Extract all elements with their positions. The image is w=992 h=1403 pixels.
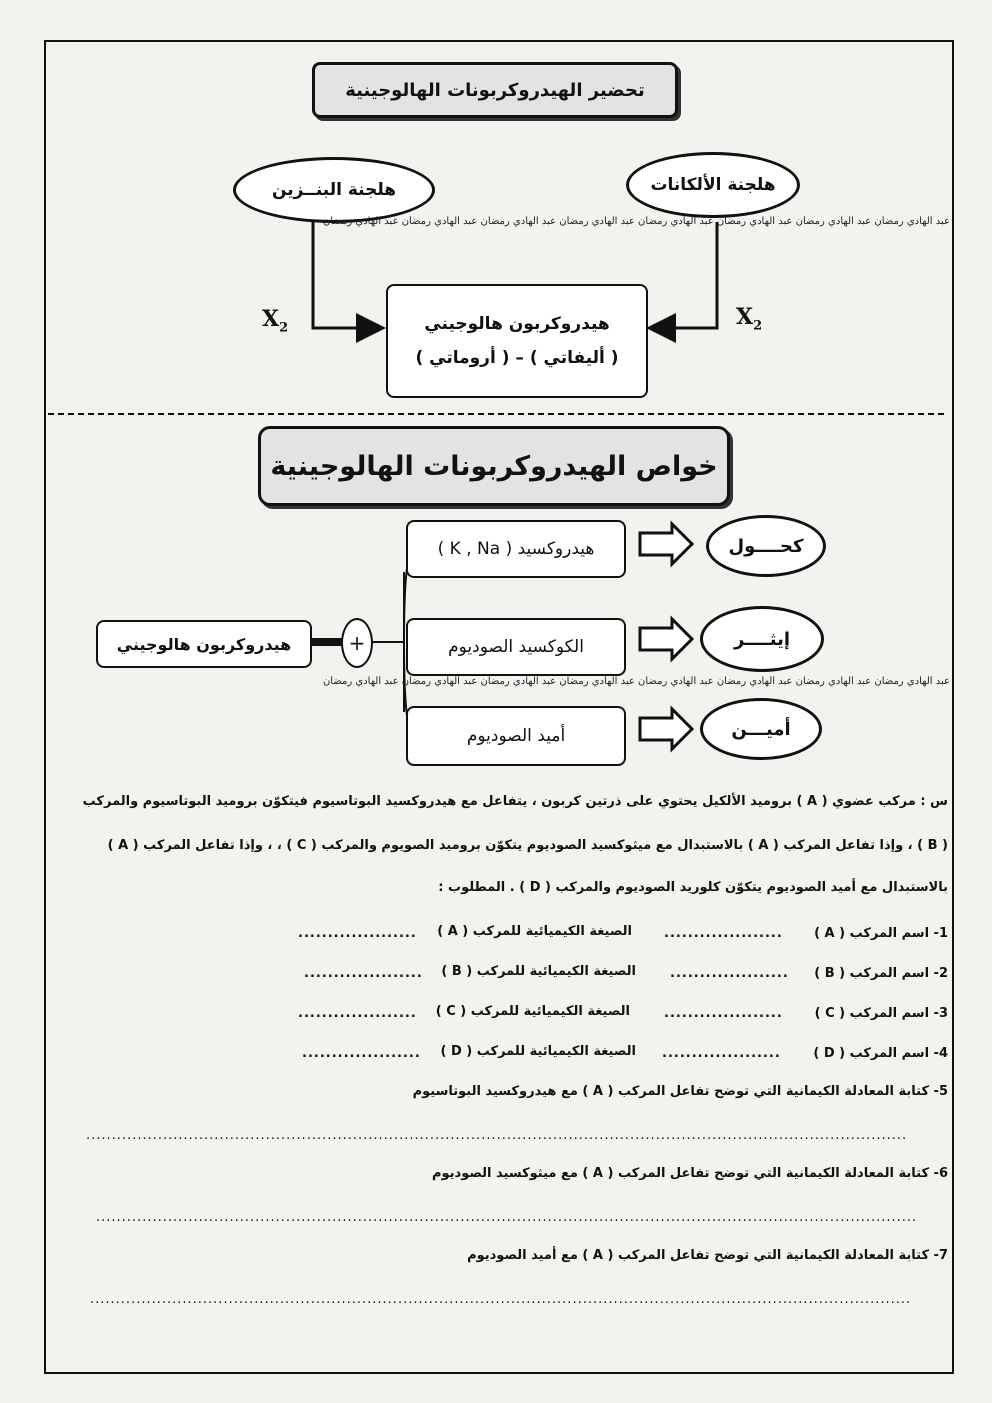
- equation-5-prompt: 5- كتابة المعادلة الكيمانية التي توضح تفاعل المركب ( A ) مع هيدروكسيد البوتاسيوم: [412, 1084, 948, 1099]
- product-amine-ellipse: أميـــن: [700, 698, 822, 760]
- reactant-box: هيدروكربون هالوجيني: [96, 620, 312, 668]
- section2-title: خواص الهيدروكربونات الهالوجينية: [258, 426, 730, 506]
- question-line-2: ( B ) ، وإذا تفاعل المركب ( A ) بالاستبدال مع ميثوكسيد الصوديوم يتكوّن بروميد الصويوم والمركب ( C ) ، ، وإذا تفاعل المركب ( A ): [107, 838, 948, 853]
- item-1-formula: الصيغة الكيميائية للمركب ( A ): [437, 924, 632, 939]
- item-1-name-answer[interactable]: ....................: [664, 926, 783, 941]
- reagent-x2-left: $X_2$: [262, 306, 289, 336]
- item-2-formula-answer[interactable]: ....................: [304, 966, 423, 981]
- reagent-alkoxide-box: الكوكسيد الصوديوم: [406, 618, 626, 676]
- item-4-name: 4- اسم المركب ( D ): [813, 1046, 948, 1061]
- plus-sign: +: [341, 618, 373, 668]
- reagent-x2-right: $X_2$: [736, 304, 763, 334]
- item-2-formula: الصيغة الكيميائية للمركب ( B ): [441, 964, 636, 979]
- question-line-3: بالاستبدال مع أميد الصوديوم يتكوّن كلوريد الصوديوم والمركب ( D ) . المطلوب :: [438, 880, 948, 895]
- equation-6-prompt: 6- كتابة المعادلة الكيمانية التي توضح تفاعل المركب ( A ) مع ميثوكسيد الصوديوم: [431, 1166, 948, 1181]
- reagent-hydroxide-box: هيدروكسيد ( K , Na ): [406, 520, 626, 578]
- benzene-halogenation-ellipse: هلجنة البنــزين: [233, 157, 435, 223]
- item-2-name-answer[interactable]: ....................: [670, 966, 789, 981]
- item-3-name: 3- اسم المركب ( C ): [814, 1006, 948, 1021]
- section1-title: تحضير الهيدروكربونات الهالوجينية: [312, 62, 678, 118]
- item-1-formula-answer[interactable]: ....................: [298, 926, 417, 941]
- equation-7-answer-line[interactable]: ................................................................................................................................................................: [90, 1292, 912, 1307]
- equation-7-prompt: 7- كتابة المعادلة الكيمانية التي توضح تفاعل المركب ( A ) مع أميد الصوديوم: [467, 1248, 948, 1263]
- alkane-halogenation-ellipse: هلجنة الألكانات: [626, 152, 800, 218]
- item-3-formula: الصيغة الكيميائية للمركب ( C ): [435, 1004, 630, 1019]
- item-3-name-answer[interactable]: ....................: [664, 1006, 783, 1021]
- equation-5-answer-line[interactable]: ................................................................................................................................................................: [86, 1128, 908, 1143]
- product-alcohol-ellipse: كحــــول: [706, 515, 826, 577]
- item-3-formula-answer[interactable]: ....................: [298, 1006, 417, 1021]
- equation-6-answer-line[interactable]: ................................................................................................................................................................: [96, 1210, 918, 1225]
- reagent-amide-box: أميد الصوديوم: [406, 706, 626, 766]
- watermark-line-2: عبد الهادي رمضان عبد الهادي رمضان عبد الهادي رمضان عبد الهادي رمضان عبد الهادي رمضان عبد الهادي رمضان عبد الهادي رمضان عبد الهادي رمضان: [322, 676, 950, 687]
- item-4-formula-answer[interactable]: ....................: [302, 1046, 421, 1061]
- question-line-1: س : مركب عضوي ( A ) بروميد الألكيل يحتوي على ذرتين كربون ، يتفاعل مع هيدروكسيد البوتاسيوم فيتكوّن بروميد البوتاسيوم والمركب: [82, 794, 948, 809]
- product-line-1: هيدروكربون هالوجيني: [424, 314, 610, 334]
- product-line-2: ( أليفاتي ) – ( أروماتي ): [415, 348, 619, 368]
- product-ether-ellipse: إيثــــر: [700, 606, 824, 672]
- halogenated-hydrocarbon-product-box: [386, 284, 648, 398]
- item-4-formula: الصيغة الكيميائية للمركب ( D ): [440, 1044, 636, 1059]
- item-4-name-answer[interactable]: ....................: [662, 1046, 781, 1061]
- item-1-name: 1- اسم المركب ( A ): [814, 926, 948, 941]
- watermark-line-1: عبد الهادي رمضان عبد الهادي رمضان عبد الهادي رمضان عبد الهادي رمضان عبد الهادي رمضان عبد الهادي رمضان عبد الهادي رمضان عبد الهادي رمضان: [322, 216, 950, 227]
- item-2-name: 2- اسم المركب ( B ): [814, 966, 948, 981]
